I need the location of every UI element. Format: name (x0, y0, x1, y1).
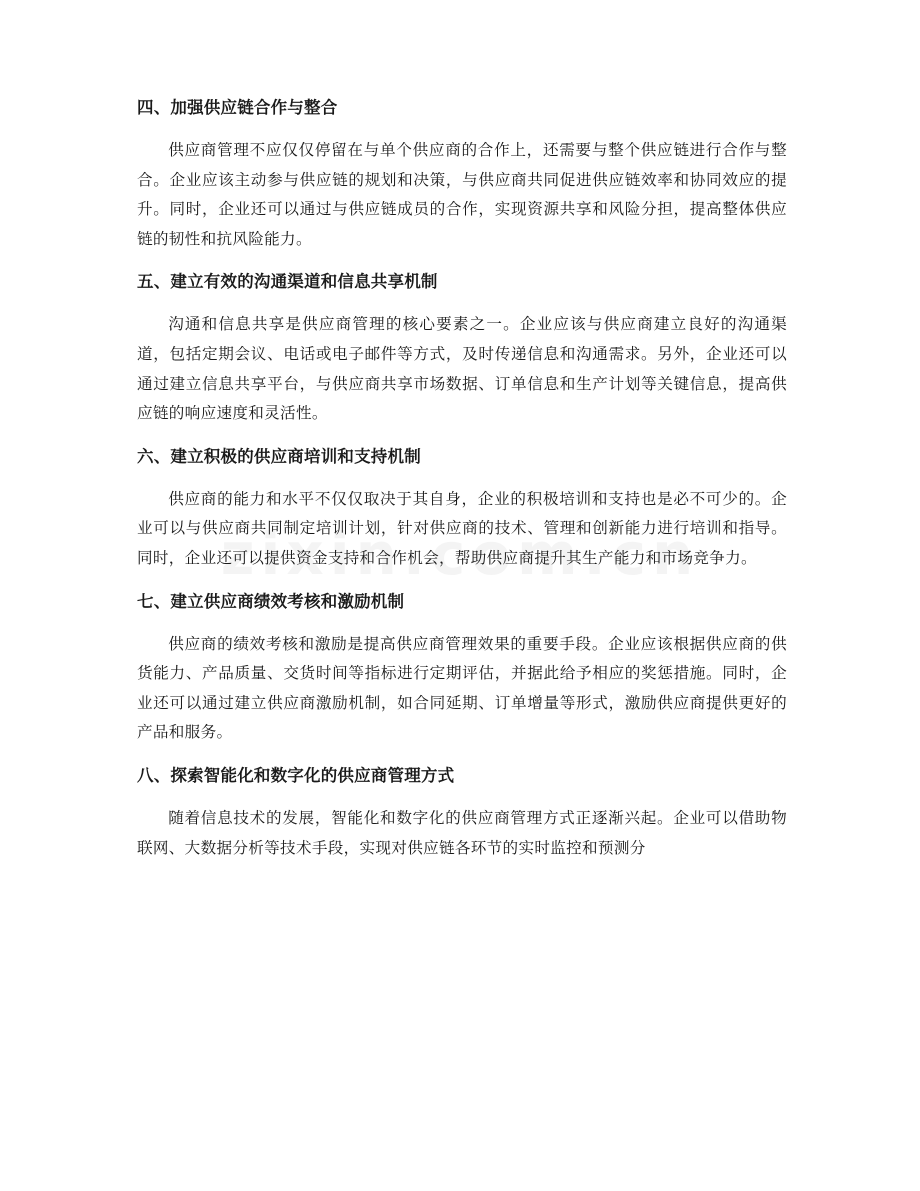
section-heading: 五、建立有效的沟通渠道和信息共享机制 (137, 272, 438, 292)
section-5 (137, 270, 787, 428)
section-6 (137, 445, 787, 574)
section-heading: 六、建立积极的供应商培训和支持机制 (137, 446, 421, 466)
section-7 (137, 590, 787, 748)
section-paragraph: 沟通和信息共享是供应商管理的核心要素之一。企业应该与供应商建立良好的沟通渠道，包括定期会议、电话或电子邮件等方式，及时传递信息和沟通需求。另外，企业还可以通过建立信息共享平台，与供应商共享市场数据、订单信息和生产计划等关键信息，提高供应链的响应速度和灵活性。 (137, 315, 787, 423)
section-heading: 四、加强供应链合作与整合 (137, 98, 338, 117)
section-paragraph: 供应商管理不应仅仅停留在与单个供应商的合作上，还需要与整个供应链进行合作与整合。企业应该主动参与供应链的规划和决策，与供应商共同促进供应链效率和协同效应的提升。同时，企业还可以通过与供应链成员的合作，实现资源共享和风险分担，提高整体供应链的韧性和抗风险能力。 (137, 141, 787, 248)
section-8 (137, 764, 787, 863)
section-paragraph: 随着信息技术的发展，智能化和数字化的供应商管理方式正逐渐兴起。企业可以借助物联网、大数据分析等技术手段，实现对供应链各环节的实时监控和预测分 (137, 808, 787, 857)
section-heading: 八、探索智能化和数字化的供应商管理方式 (137, 765, 455, 785)
section-paragraph: 供应商的能力和水平不仅仅取决于其自身，企业的积极培训和支持也是必不可少的。企业可以与供应商共同制定培训计划，针对供应商的技术、管理和创新能力进行培训和指导。同时，企业还可以提供资金支持和合作机会，帮助供应商提升其生产能力和市场竞争力。 (137, 489, 787, 567)
document-page (137, 96, 787, 879)
section-paragraph: 供应商的绩效考核和激励是提高供应商管理效果的重要手段。企业应该根据供应商的供货能力、产品质量、交货时间等指标进行定期评估，并据此给予相应的奖惩措施。同时，企业还可以通过建立供应商激励机制，如合同延期、订单增量等形式，激励供应商提供更好的产品和服务。 (137, 634, 787, 742)
section-4 (137, 96, 787, 254)
section-heading: 七、建立供应商绩效考核和激励机制 (137, 591, 405, 611)
